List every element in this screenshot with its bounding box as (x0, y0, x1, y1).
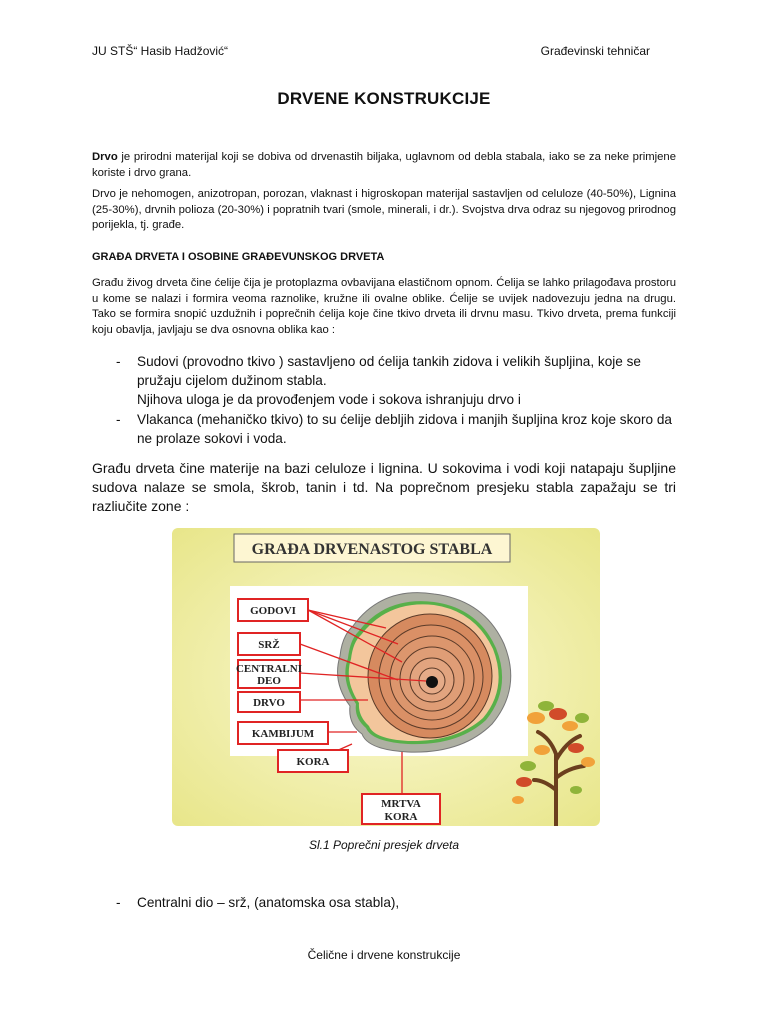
intro-paragraph (92, 150, 676, 181)
page-footer: Čelične i drvene konstrukcije (307, 948, 461, 962)
structure-paragraph: Građu živog drveta čine ćelije čija je protoplazma ovbavijana elastičnom opnom. Ćelija se lahko prilagođava prostoru u kome se nalazi i formira veoma raznolike, kružne ili ovalne oblike. Ćelije se uvijek nadovezuju jedna na drugu. Tako se formira snopić uzdužnih i poprečnih ćelija koje čine tkivo drveta ili drvnu masu. Tkivo drveta, prema funkciji koju obavlja, javljaju se dva osnovna oblika kao : (92, 277, 676, 336)
label-deo: DEO (257, 675, 281, 687)
figure-title: GRAĐA DRVENASTOG STABLA (251, 541, 493, 558)
bullet-fibers-text: Vlakanca (mehaničko tkivo) to su ćelije debljih zidova i manjih šupljina kroz koje skoro da ne prolaze sokovi i voda. (137, 412, 672, 446)
intro-text: je prirodni materijal koji se dobiva od drvenastih biljaka, uglavnom od debla stabala, iako se za neke primjene koriste i drvo grana. (92, 151, 676, 179)
figure-caption: Sl.1 Poprečni presjek drveta (308, 838, 460, 852)
composition-paragraph: Drvo je nehomogen, anizotropan, porozan, vlaknast i higroskopan materijal sastavljen od celuloze (40-50%), Lignina (25-30%), drvnih polioza (20-30%) i popratnih tvari (smole, minerali, i dr.). Svojstva drva odraz su njegovog prirodnog porijekla, tj. građe. (92, 188, 676, 232)
label-mrtva: MRTVA (381, 798, 421, 810)
header-program: Građevinski tehničar (540, 44, 650, 58)
bullet-vessels-text: Sudovi (provodno tkivo ) sastavljeno od ćelija tankih zidova i velikih šupljina, koje se pružaju cijelom dužinom stabla. (137, 354, 641, 388)
bullet-central-part-text: Centralni dio – srž, (anatomska osa stabla), (137, 895, 400, 910)
bullet-dash: - (116, 354, 121, 369)
pith-center (426, 676, 438, 688)
page-title: DRVENE KONSTRUKCIJE (277, 89, 491, 108)
label-kambijum: KAMBIJUM (251, 728, 315, 740)
bullet-vessels-role (92, 390, 682, 410)
label-drvo: DRVO (253, 697, 285, 709)
section-heading: GRAĐA DRVETA I OSOBINE GRAĐEVUNSKOG DRVETA (92, 251, 385, 263)
label-kora-dead: KORA (384, 811, 418, 823)
tree-cross-section-figure (172, 528, 600, 826)
bullet-dash: - (116, 895, 121, 910)
trunk-cross-section (338, 593, 511, 752)
label-kora: KORA (296, 756, 330, 768)
zones-paragraph: Građu drveta čine materije na bazi celuloze i lignina. U sokovima i vodi koji natapaju šupljine sudova nalaze se smola, škrob, tanin i td. Na poprečnom presjeku stabla zapažaju se tri razliučite zone : (92, 460, 676, 514)
bullet-dash: - (116, 412, 121, 427)
bullet-fibers (92, 410, 682, 450)
label-srz: SRŽ (258, 639, 280, 651)
tree-diagram (172, 528, 600, 826)
bullet-central-part (92, 893, 682, 913)
intro-bold-word: Drvo (92, 151, 118, 163)
header-school: JU STŠ“ Hasib Hadžović“ (92, 44, 229, 58)
label-centralni: CENTRALNI (235, 663, 303, 675)
bullet-vessels-role-text: Njihova uloga je da provođenjem vode i sokova ishranjuju drvo i (137, 392, 521, 407)
label-godovi: GODOVI (250, 605, 296, 617)
bullet-vessels (92, 352, 682, 392)
